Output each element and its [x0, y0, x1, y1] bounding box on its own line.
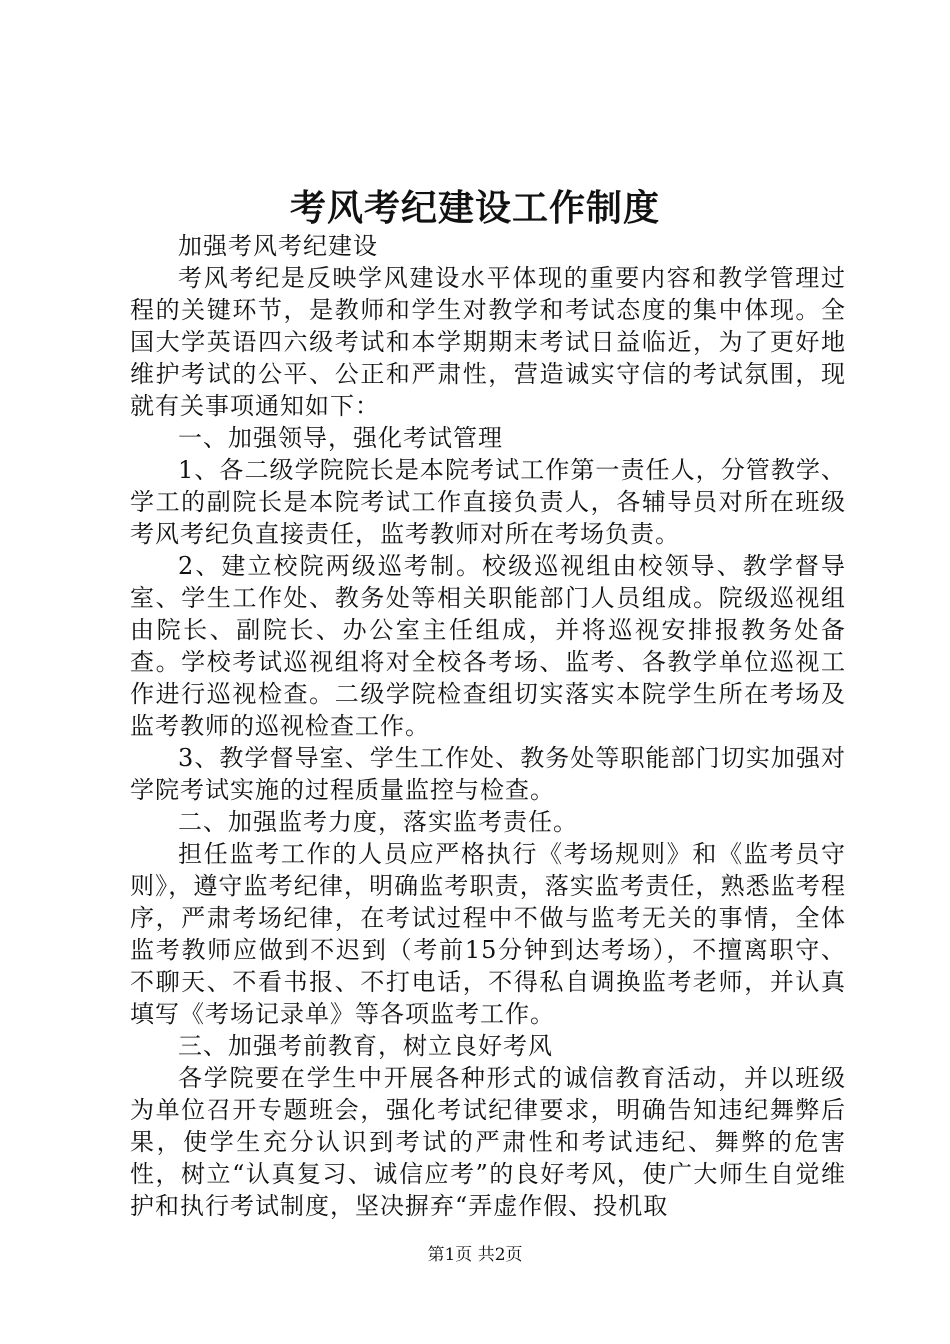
- paragraph-item-3: 3、教学督导室、学生工作处、教务处等职能部门切实加强对学院考试实施的过程质量监控与检查。: [130, 744, 846, 804]
- page-footer: 第1页 共2页: [427, 1245, 523, 1265]
- document-title: 考风考纪建设工作制度: [289, 187, 660, 229]
- paragraph-intro: 考风考纪是反映学风建设水平体现的重要内容和教学管理过程的关键环节，是教师和学生对教学和考试态度的集中体现。全国大学英语四六级考试和本学期期末考试日益临近，为了更好地维护考试的公平、公正和严肃性，营造诚实守信的考试氛围，现就有关事项通知如下：: [130, 264, 846, 420]
- paragraph-integrity-education: 各学院要在学生中开展各种形式的诚信教育活动，并以班级为单位召开专题班会，强化考试纪律要求，明确告知违纪舞弊后果，使学生充分认识到考试的严肃性和考试违纪、舞弊的危害性，树立“认真复习、诚信应考”的良好考风，使广大师生自觉维护和执行考试制度，坚决摒弃“弄虚作假、投机取: [130, 1064, 846, 1220]
- paragraph-heading: 加强考风考纪建设: [178, 232, 378, 260]
- section-heading-3: 三、加强考前教育，树立良好考风: [178, 1032, 553, 1060]
- paragraph-proctor-duties: 担任监考工作的人员应严格执行《考场规则》和《监考员守则》，遵守监考纪律，明确监考职责，落实监考责任，熟悉监考程序，严肃考场纪律，在考试过程中不做与监考无关的事情，全体监考教师应做到不迟到（考前15分钟到达考场），不擅离职守、不聊天、不看书报、不打电话，不得私自调换监考老师，并认真填写《考场记录单》等各项监考工作。: [130, 840, 846, 1028]
- section-heading-2: 二、加强监考力度，落实监考责任。: [178, 808, 578, 836]
- paragraph-item-1: 1、各二级学院院长是本院考试工作第一责任人，分管教学、学工的副院长是本院考试工作直接负责人，各辅导员对所在班级考风考纪负直接责任，监考教师对所在考场负责。: [130, 456, 846, 548]
- section-heading-1: 一、加强领导，强化考试管理: [178, 424, 503, 452]
- document-body: [130, 230, 846, 1222]
- paragraph-item-2: 2、建立校院两级巡考制。校级巡视组由校领导、教学督导室、学生工作处、教务处等相关职能部门人员组成。院级巡视组由院长、副院长、办公室主任组成，并将巡视安排报教务处备查。学校考试巡视组将对全校各考场、监考、各教学单位巡视工作进行巡视检查。二级学院检查组切实落实本院学生所在考场及监考教师的巡视检查工作。: [130, 552, 846, 740]
